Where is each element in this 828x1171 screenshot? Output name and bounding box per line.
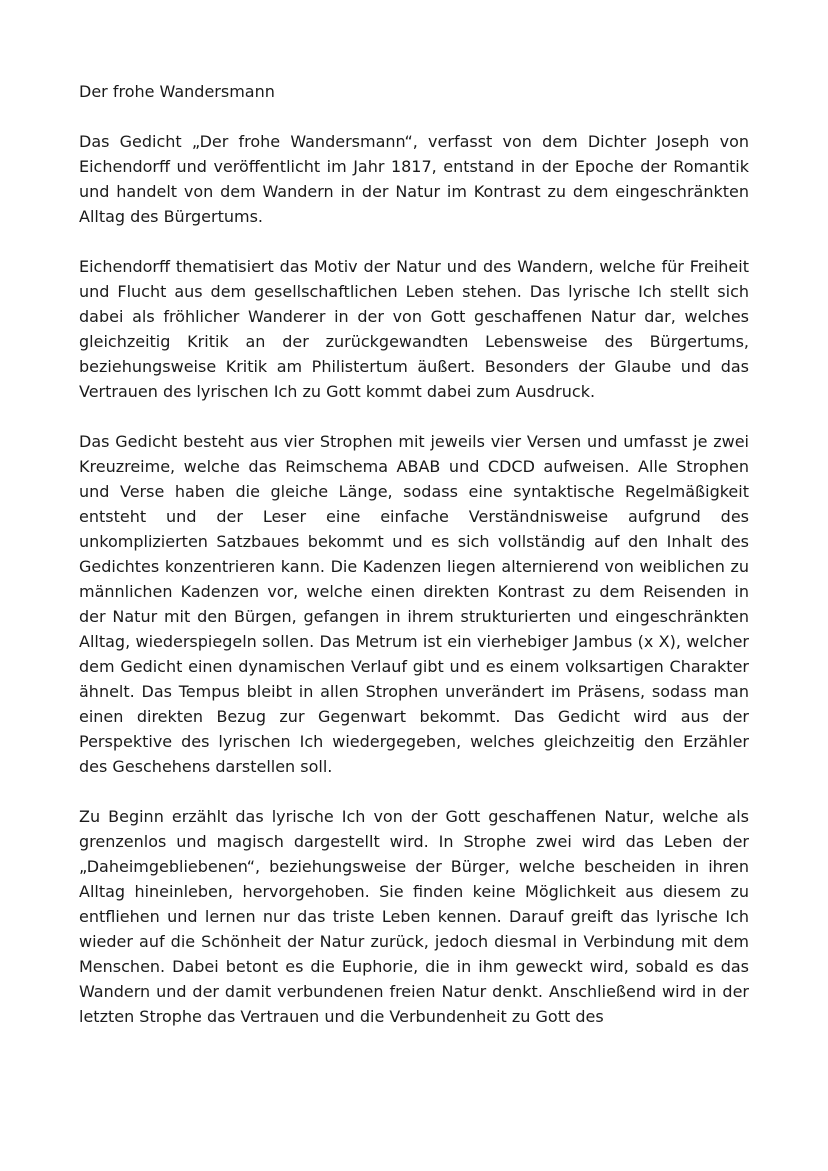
- paragraph-content-summary: Zu Beginn erzählt das lyrische Ich von der Gott geschaffenen Natur, welche als grenzenlos und magisch dargestellt wird. In Strophe zwei wird das Leben der „Daheimgebliebenen“, beziehungsweise der Bürger, welche bescheiden in ihren Alltag hineinleben, hervorgehoben. Sie finden keine Möglichkeit aus diesem zu entfliehen und lernen nur das triste Leben kennen. Darauf greift das lyrische Ich wieder auf die Schönheit der Natur zurück, jedoch diesmal in Verbindung mit dem Menschen. Dabei betont es die Euphorie, die in ihm geweckt wird, sobald es das Wandern und der damit verbundenen freien Natur denkt. Anschließend wird in der letzten Strophe das Vertrauen und die Verbundenheit zu Gott des: [79, 807, 749, 1026]
- paragraph-form-analysis: Das Gedicht besteht aus vier Strophen mit jeweils vier Versen und umfasst je zwei Kreuzreime, welche das Reimschema ABAB und CDCD aufweisen. Alle Strophen und Verse haben die gleiche Länge, sodass eine syntaktische Regelmäßigkeit entsteht und der Leser eine einfache Verständnisweise aufgrund des unkomplizierten Satzbaues bekommt und es sich vollständig auf den Inhalt des Gedichtes konzentrieren kann. Die Kadenzen liegen alternierend von weiblichen zu männlichen Kadenzen vor, welche einen direkten Kontrast zu dem Reisenden in der Natur mit den Bürgen, gefangen in ihrem strukturierten und eingeschränkten Alltag, wiederspiegeln sollen. Das Metrum ist ein vierhebiger Jambus (x X), welcher dem Gedicht einen dynamischen Verlauf gibt und es einem volksartigen Charakter ähnelt. Das Tempus bleibt in allen Strophen unverändert im Präsens, sodass man einen direkten Bezug zur Gegenwart bekommt. Das Gedicht wird aus der Perspektive des lyrischen Ich wiedergegeben, welches gleichzeitig den Erzähler des Geschehens darstellen soll.: [79, 432, 749, 776]
- paragraph-introduction: Das Gedicht „Der frohe Wandersmann“, verfasst von dem Dichter Joseph von Eichendorff und veröffentlicht im Jahr 1817, entstand in der Epoche der Romantik und handelt von dem Wandern in der Natur im Kontrast zu dem eingeschränkten Alltag des Bürgertums.: [79, 132, 749, 226]
- document-title: Der frohe Wandersmann: [79, 82, 275, 101]
- document-page: [79, 79, 749, 1054]
- paragraph-theme: Eichendorff thematisiert das Motiv der Natur und des Wandern, welche für Freiheit und Flucht aus dem gesellschaftlichen Leben stehen. Das lyrische Ich stellt sich dabei als fröhlicher Wanderer in der von Gott geschaffenen Natur dar, welches gleichzeitig Kritik an der zurückgewandten Lebensweise des Bürgertums, beziehungsweise Kritik am Philistertum äußert. Besonders der Glaube und das Vertrauen des lyrischen Ich zu Gott kommt dabei zum Ausdruck.: [79, 257, 749, 401]
